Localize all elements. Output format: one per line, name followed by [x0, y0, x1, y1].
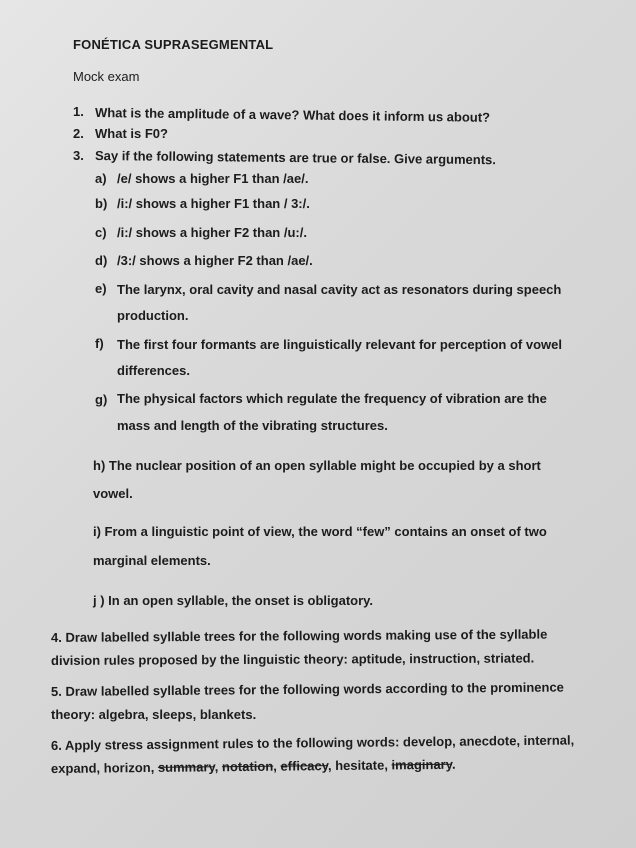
question-6-line1: 6. Apply stress assignment rules to the following words: develop, anecdote, internal,: [50, 732, 575, 753]
question-4-line2: division rules proposed by the linguistic theory: aptitude, instruction, striated.: [50, 650, 535, 668]
item-h-line1: h) The nuclear position of an open syllable might be occupied by a short: [93, 458, 541, 473]
struck-word: notation: [221, 758, 274, 775]
item-label: e): [95, 281, 107, 296]
question-5-line1: 5. Draw labelled syllable trees for the following words according to the prominence: [50, 679, 564, 699]
item-label: c): [95, 225, 107, 240]
item-d: /3:/ shows a higher F2 than /ae/.: [117, 253, 313, 268]
struck-word: efficacy: [280, 758, 329, 774]
item-j: j ) In an open syllable, the onset is obligatory.: [93, 593, 374, 608]
item-label: d): [95, 253, 108, 268]
item-b: /i:/ shows a higher F1 than / 3:/.: [117, 196, 310, 211]
question-2: What is F0?: [95, 126, 168, 141]
question-4-line1: 4. Draw labelled syllable trees for the following words making use of the syllable: [50, 626, 548, 645]
question-number: 1.: [73, 104, 84, 119]
question-3: Say if the following statements are true or false. Give arguments.: [94, 148, 497, 168]
separator: ,: [273, 758, 281, 774]
q6-words-b: , hesitate,: [327, 757, 392, 774]
item-i-line1: i) From a linguistic point of view, the word “few” contains an onset of two: [93, 524, 547, 539]
question-5-line2: theory: algebra, sleeps, blankets.: [51, 707, 257, 722]
item-e-line1: The larynx, oral cavity and nasal cavity act as resonators during speech: [117, 282, 562, 297]
item-i-line2: marginal elements.: [93, 553, 211, 568]
separator: ,: [214, 759, 223, 775]
item-g-line2: mass and length of the vibrating structures.: [117, 418, 388, 433]
period: .: [451, 756, 456, 772]
item-f-line2: differences.: [117, 363, 190, 378]
item-label: f): [95, 336, 104, 351]
q6-words-a: expand, horizon,: [50, 759, 158, 776]
struck-word: imaginary: [391, 756, 453, 773]
question-number: 2.: [73, 126, 84, 141]
item-c: /i:/ shows a higher F2 than /u:/.: [117, 225, 307, 240]
question-6-line2: [51, 757, 456, 777]
item-label: g): [95, 392, 108, 407]
item-f-line1: The first four formants are linguistically relevant for perception of vowel: [117, 337, 562, 352]
item-h-line2: vowel.: [93, 486, 133, 501]
item-label: a): [95, 171, 107, 186]
question-1: What is the amplitude of a wave? What does it inform us about?: [94, 105, 491, 125]
item-e-line2: production.: [117, 308, 189, 323]
page-title: FONÉTICA SUPRASEGMENTAL: [73, 37, 274, 52]
page-subtitle: Mock exam: [73, 69, 140, 84]
question-number: 3.: [73, 148, 84, 163]
item-g-line1: The physical factors which regulate the frequency of vibration are the: [117, 391, 547, 406]
struck-word: summary: [157, 759, 215, 775]
item-label: b): [95, 196, 108, 211]
item-a: /e/ shows a higher F1 than /ae/.: [117, 171, 309, 186]
